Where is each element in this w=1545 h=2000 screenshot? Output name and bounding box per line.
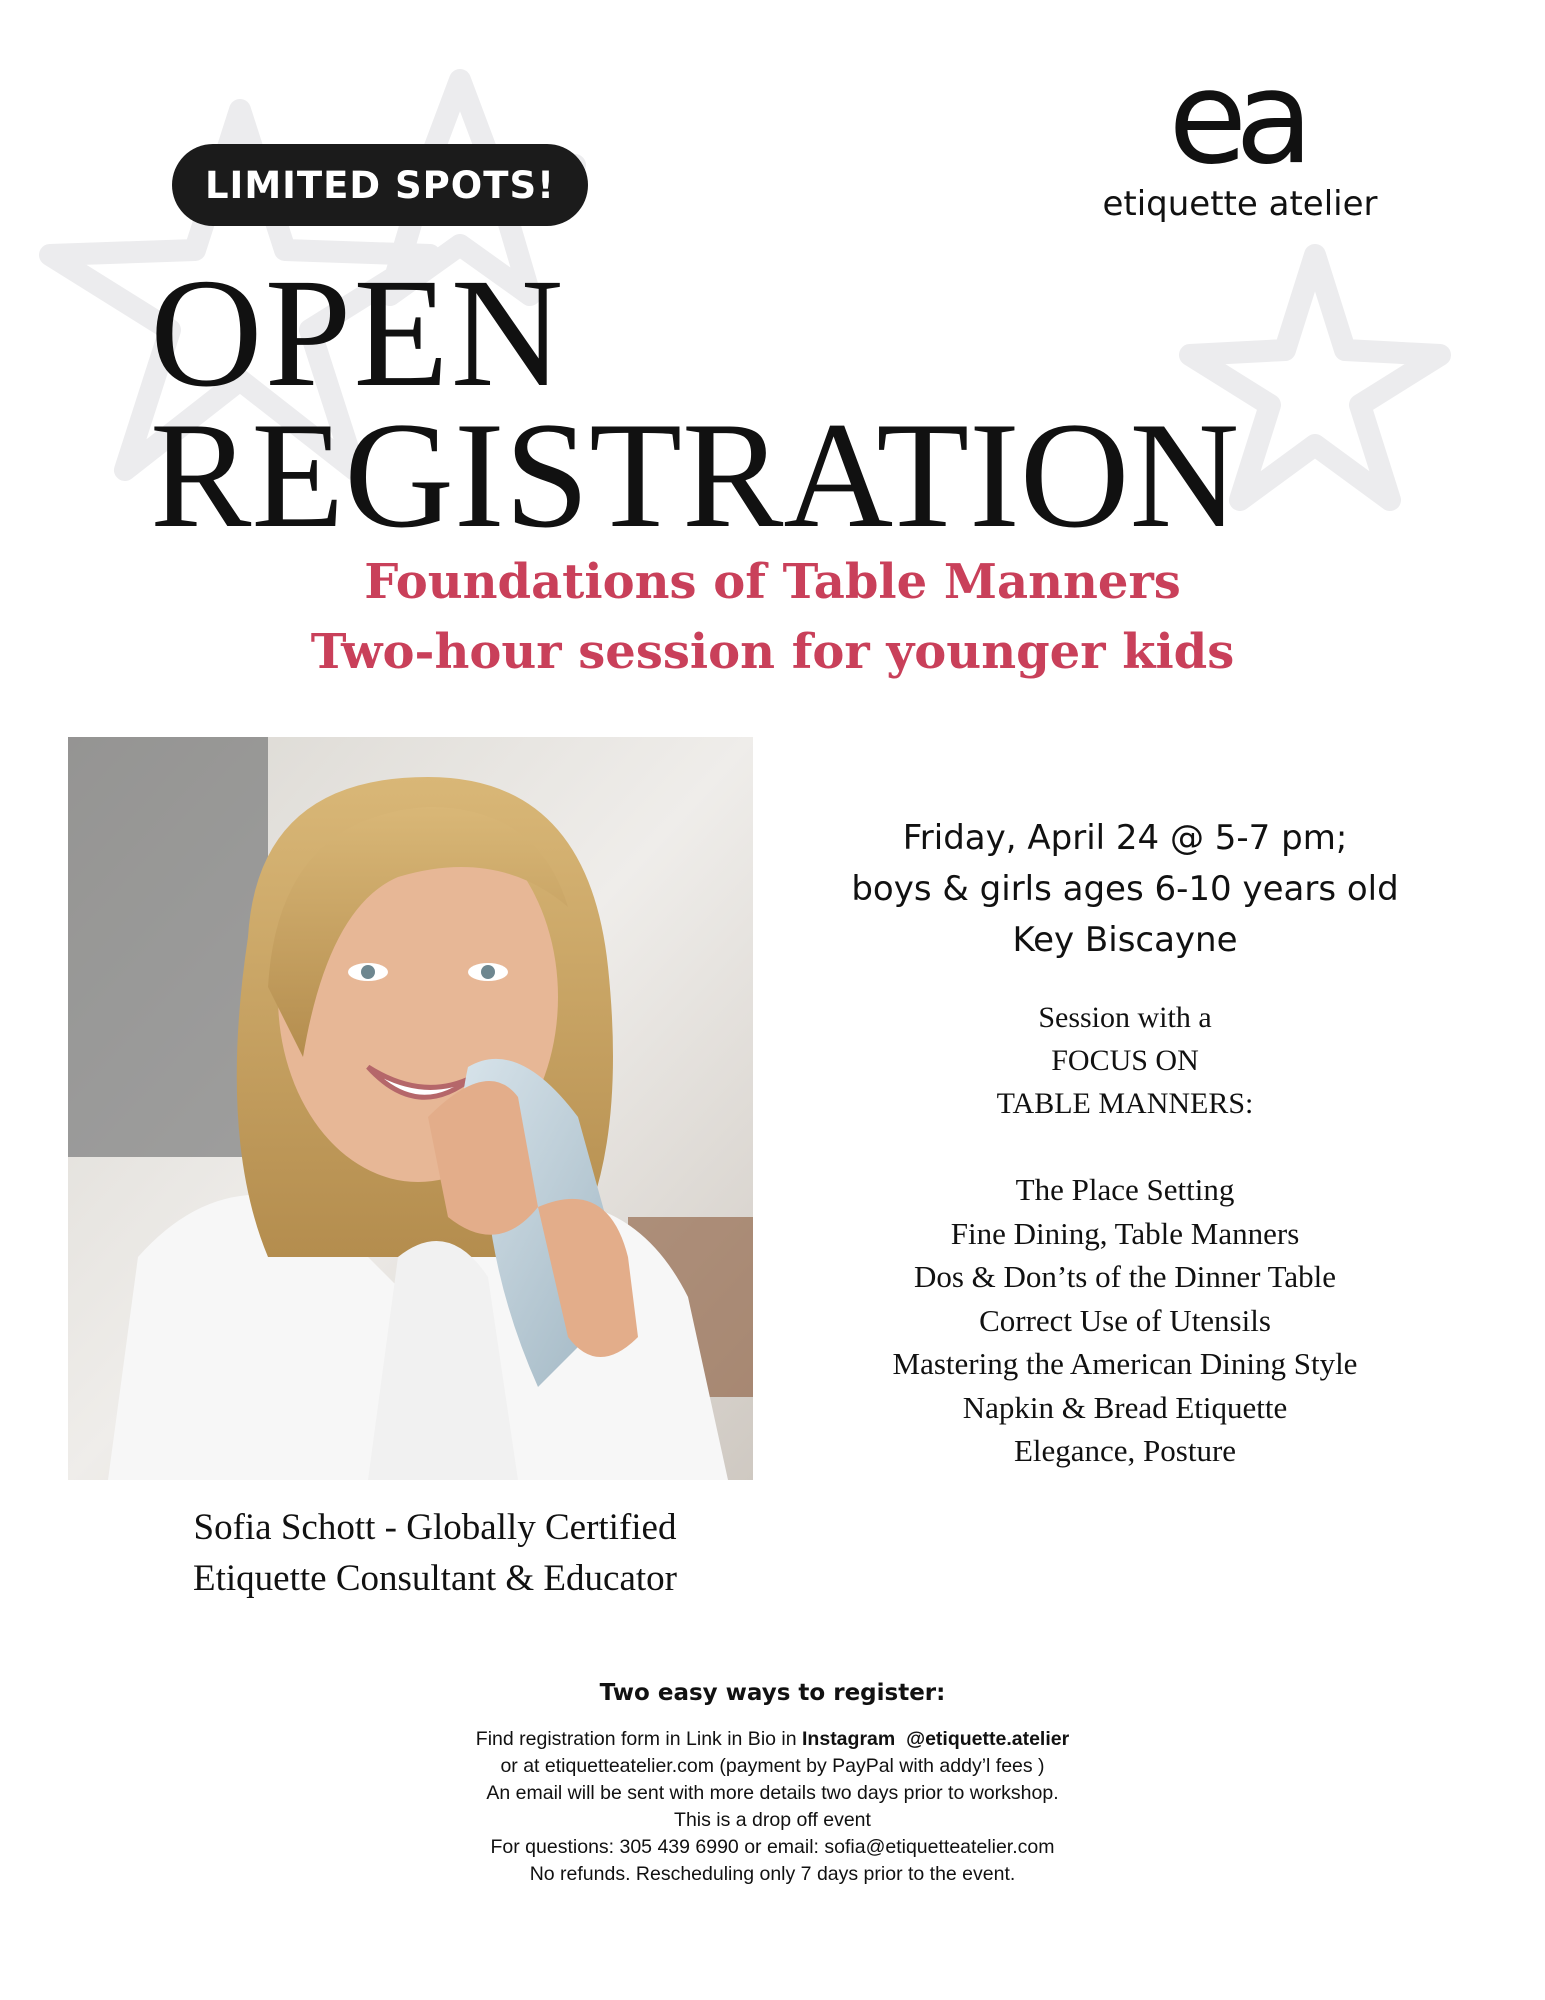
instructor-caption-line2: Etiquette Consultant & Educator <box>193 1558 677 1599</box>
instagram-handle-link[interactable]: @etiquette.atelier <box>906 1728 1070 1750</box>
instructor-caption-line1: Sofia Schott - Globally Certified <box>193 1507 677 1548</box>
instructor-photo <box>68 737 753 1480</box>
focus-line1: Session with a <box>1038 1001 1212 1034</box>
focus-line2: FOCUS ON <box>1051 1044 1199 1077</box>
headline-registration: REGISTRATION <box>150 391 1240 559</box>
register-heading: Two easy ways to register: <box>599 1680 946 1706</box>
register-line-email-notice: An email will be sent with more details two days prior to workshop. <box>486 1782 1059 1804</box>
list-item: Napkin & Bread Etiquette <box>962 1389 1288 1425</box>
list-item: The Place Setting <box>1015 1172 1235 1207</box>
topic-list <box>795 1168 1455 1473</box>
event-audience: boys & girls ages 6-10 years old <box>851 869 1399 909</box>
focus-line3: TABLE MANNERS: <box>996 1087 1254 1120</box>
event-date-time: Friday, April 24 @ 5-7 pm; <box>902 818 1348 858</box>
list-item: Fine Dining, Table Manners <box>950 1215 1300 1251</box>
brand-name: etiquette atelier <box>1102 184 1378 224</box>
event-location: Key Biscayne <box>1012 920 1238 960</box>
list-item: Elegance, Posture <box>1013 1433 1237 1468</box>
instagram-label: Instagram <box>802 1728 896 1750</box>
course-title: Foundations of Table Manners <box>364 554 1181 610</box>
list-item: Correct Use of Utensils <box>979 1302 1271 1338</box>
register-line-instagram <box>0 1728 1545 1751</box>
register-line-drop-off: This is a drop off event <box>674 1809 871 1831</box>
headline-open: OPEN <box>150 246 566 419</box>
etiquette-atelier-logo: ea <box>1168 44 1302 193</box>
register-line-contact[interactable]: For questions: 305 439 6990 or email: sofia@etiquetteatelier.com <box>490 1836 1055 1858</box>
list-item: Mastering the American Dining Style <box>892 1346 1358 1381</box>
register-line-website[interactable]: or at etiquetteatelier.com (payment by PayPal with addy’l fees ) <box>500 1755 1045 1777</box>
list-item: Dos & Don’ts of the Dinner Table <box>913 1259 1336 1294</box>
register-line1-prefix: Find registration form in Link in Bio in <box>475 1728 803 1750</box>
limited-spots-badge: LIMITED SPOTS! <box>172 144 588 226</box>
course-subtitle: Two-hour session for younger kids <box>310 624 1235 680</box>
register-line-refunds: No refunds. Rescheduling only 7 days prior to the event. <box>529 1863 1016 1885</box>
